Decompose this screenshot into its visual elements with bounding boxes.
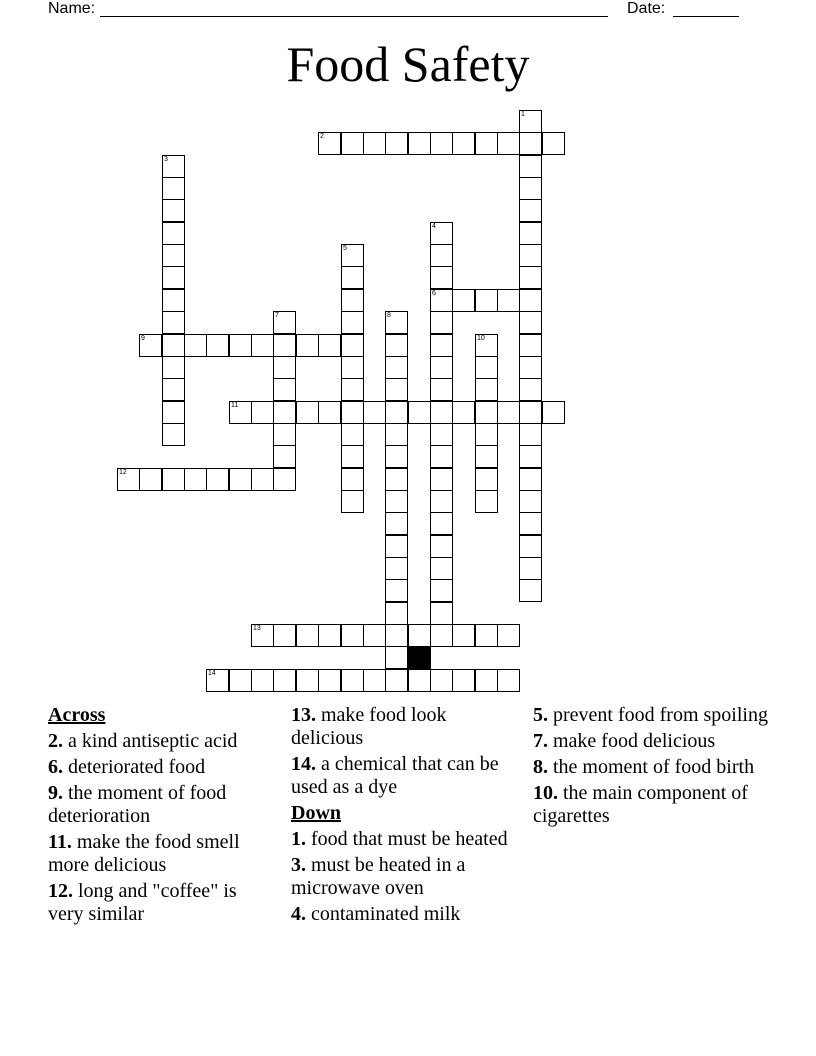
clue-item	[533, 782, 793, 828]
grid-cell[interactable]	[475, 378, 498, 401]
clue-number-label: 11	[231, 402, 239, 409]
down-heading: Down	[291, 802, 342, 824]
grid-cell[interactable]	[408, 669, 431, 692]
grid-cell[interactable]	[385, 334, 408, 357]
grid-cell[interactable]	[430, 535, 453, 558]
grid-cell[interactable]	[519, 334, 542, 357]
grid-cell[interactable]	[162, 244, 185, 267]
clue-item	[533, 730, 793, 753]
grid-cell[interactable]	[162, 334, 185, 357]
grid-cell[interactable]	[519, 512, 542, 535]
grid-cell[interactable]	[318, 669, 341, 692]
grid-cell[interactable]	[341, 334, 364, 357]
grid-cell[interactable]	[385, 423, 408, 446]
grid-cell[interactable]	[430, 468, 453, 491]
clue-text: must be heated in a microwave oven	[291, 854, 466, 899]
grid-cell[interactable]	[430, 334, 453, 357]
date-label: Date:	[627, 0, 666, 17]
grid-cell[interactable]	[430, 378, 453, 401]
grid-cell[interactable]	[385, 378, 408, 401]
clue-text: the moment of food deterioration	[48, 782, 227, 827]
grid-cell[interactable]	[430, 490, 453, 513]
grid-cell[interactable]	[206, 334, 229, 357]
grid-cell[interactable]	[452, 289, 475, 312]
grid-cell[interactable]	[341, 401, 364, 424]
page-title: Food Safety	[286, 36, 530, 92]
grid-cell[interactable]	[229, 334, 252, 357]
grid-cell[interactable]	[162, 177, 185, 200]
grid-cell[interactable]	[341, 311, 364, 334]
grid-cell[interactable]	[519, 311, 542, 334]
grid-cell[interactable]	[229, 468, 252, 491]
grid-cell[interactable]	[452, 669, 475, 692]
clue-number-label: 10	[477, 335, 485, 342]
clue-text: the moment of food birth	[548, 756, 755, 778]
grid-cell[interactable]	[542, 132, 565, 155]
grid-cell[interactable]	[296, 624, 319, 647]
grid-cell[interactable]	[273, 356, 296, 379]
grid-cell[interactable]	[519, 289, 542, 312]
clue-item	[48, 782, 273, 828]
clue-item	[48, 880, 273, 926]
clue-number-label: 2	[320, 133, 324, 140]
grid-cell[interactable]	[519, 177, 542, 200]
grid-cell[interactable]	[341, 423, 364, 446]
grid-cell[interactable]	[296, 334, 319, 357]
grid-cell[interactable]	[519, 535, 542, 558]
grid-cell[interactable]	[385, 512, 408, 535]
grid-cell[interactable]	[430, 132, 453, 155]
grid-cell[interactable]	[363, 132, 386, 155]
grid-cell[interactable]	[519, 401, 542, 424]
clue-number-label: 5	[343, 245, 347, 252]
grid-cell[interactable]	[519, 468, 542, 491]
clue-text: a kind antiseptic acid	[63, 730, 238, 752]
clue-number: 14.	[291, 753, 316, 775]
grid-cell[interactable]	[162, 378, 185, 401]
clue-text: the main component of cigarettes	[533, 782, 748, 827]
grid-cell[interactable]	[519, 423, 542, 446]
grid-cell[interactable]	[475, 423, 498, 446]
clue-text: food that must be heated	[306, 828, 508, 850]
grid-cell[interactable]	[430, 579, 453, 602]
grid-cell[interactable]	[542, 401, 565, 424]
clue-number-label: 6	[432, 290, 436, 297]
grid-cell[interactable]	[430, 356, 453, 379]
clue-text: make food look delicious	[291, 704, 447, 749]
grid-cell[interactable]	[385, 535, 408, 558]
clue-number: 12.	[48, 880, 73, 902]
grid-cell[interactable]	[273, 669, 296, 692]
grid-cell[interactable]	[273, 423, 296, 446]
clue-number: 6.	[48, 756, 63, 778]
grid-cell[interactable]	[341, 266, 364, 289]
grid-cell[interactable]	[229, 401, 252, 424]
clue-text: contaminated milk	[306, 903, 461, 925]
grid-cell[interactable]	[475, 445, 498, 468]
clue-number-label: 7	[275, 312, 279, 319]
clue-item	[48, 831, 273, 877]
grid-cell[interactable]	[385, 646, 408, 669]
grid-cell[interactable]	[385, 401, 408, 424]
grid-cell[interactable]	[341, 490, 364, 513]
clue-number: 13.	[291, 704, 316, 726]
grid-cell[interactable]	[430, 311, 453, 334]
clue-item	[291, 704, 516, 750]
grid-cell[interactable]	[519, 490, 542, 513]
clue-number: 4.	[291, 903, 306, 925]
clue-item	[291, 828, 516, 851]
grid-cell[interactable]	[519, 155, 542, 178]
grid-cell[interactable]	[162, 401, 185, 424]
grid-cell[interactable]	[385, 490, 408, 513]
grid-cell[interactable]	[385, 445, 408, 468]
grid-cell[interactable]	[341, 378, 364, 401]
grid-cell[interactable]	[408, 401, 431, 424]
grid-cell[interactable]	[162, 423, 185, 446]
grid-cell[interactable]	[385, 624, 408, 647]
grid-cell[interactable]	[273, 311, 296, 334]
grid-cell[interactable]	[385, 557, 408, 580]
grid-cell[interactable]	[385, 669, 408, 692]
grid-cell[interactable]	[318, 334, 341, 357]
grid-cell[interactable]	[139, 334, 162, 357]
grid-cell[interactable]	[475, 289, 498, 312]
grid-cell[interactable]	[341, 445, 364, 468]
grid-cell[interactable]	[318, 401, 341, 424]
grid-cell[interactable]	[475, 669, 498, 692]
clue-number: 10.	[533, 782, 558, 804]
grid-cell[interactable]	[475, 132, 498, 155]
grid-cell[interactable]	[162, 199, 185, 222]
clue-number-label: 14	[208, 670, 216, 677]
clue-number-label: 8	[387, 312, 391, 319]
grid-cell[interactable]	[273, 468, 296, 491]
grid-cell[interactable]	[273, 624, 296, 647]
grid-cell[interactable]	[341, 356, 364, 379]
grid-cell[interactable]	[296, 669, 319, 692]
grid-cell[interactable]	[475, 468, 498, 491]
clue-item	[533, 704, 793, 727]
grid-cell[interactable]	[430, 557, 453, 580]
clue-text: prevent food from spoiling	[548, 704, 768, 726]
clue-column-2	[291, 704, 516, 929]
clue-number-label: 1	[521, 111, 525, 118]
grid-cell[interactable]	[117, 468, 140, 491]
grid-cell[interactable]	[385, 311, 408, 334]
clue-number: 7.	[533, 730, 548, 752]
clue-number: 5.	[533, 704, 548, 726]
clue-column-3	[533, 704, 793, 831]
grid-cell[interactable]	[519, 110, 542, 133]
grid-cell[interactable]	[251, 334, 274, 357]
grid-cell[interactable]	[184, 468, 207, 491]
grid-cell[interactable]	[385, 132, 408, 155]
grid-cell[interactable]	[296, 401, 319, 424]
grid-cell[interactable]	[430, 669, 453, 692]
grid-cell[interactable]	[430, 445, 453, 468]
clue-item	[533, 756, 793, 779]
grid-cell[interactable]	[430, 266, 453, 289]
grid-cell[interactable]	[385, 579, 408, 602]
grid-cell[interactable]	[452, 401, 475, 424]
grid-cell[interactable]	[408, 132, 431, 155]
grid-cell[interactable]	[497, 132, 520, 155]
grid-cell[interactable]	[497, 669, 520, 692]
grid-cell[interactable]	[475, 334, 498, 357]
grid-cell[interactable]	[519, 378, 542, 401]
grid-cell[interactable]	[251, 401, 274, 424]
grid-cell[interactable]	[363, 669, 386, 692]
grid-cell[interactable]	[430, 423, 453, 446]
clue-item	[48, 756, 273, 779]
grid-cell[interactable]	[519, 222, 542, 245]
grid-cell[interactable]	[341, 289, 364, 312]
grid-cell[interactable]	[430, 222, 453, 245]
grid-cell[interactable]	[475, 624, 498, 647]
clue-column-1	[48, 704, 273, 929]
clue-text: make the food smell more delicious	[48, 831, 240, 876]
grid-cell[interactable]	[341, 468, 364, 491]
grid-cell[interactable]	[385, 356, 408, 379]
grid-cell[interactable]	[206, 669, 229, 692]
grid-cell[interactable]	[519, 445, 542, 468]
grid-cell[interactable]	[341, 624, 364, 647]
clue-number-label: 13	[253, 625, 261, 632]
grid-cell[interactable]	[430, 512, 453, 535]
grid-cell[interactable]	[519, 244, 542, 267]
clue-number: 11.	[48, 831, 72, 853]
clue-number-label: 4	[432, 223, 436, 230]
grid-cell[interactable]	[497, 401, 520, 424]
clue-number-label: 3	[164, 156, 168, 163]
grid-cell[interactable]	[430, 289, 453, 312]
grid-cell[interactable]	[273, 334, 296, 357]
grid-cell[interactable]	[162, 266, 185, 289]
clue-item	[291, 903, 516, 926]
grid-cell[interactable]	[519, 132, 542, 155]
grid-cell[interactable]	[318, 132, 341, 155]
grid-cell[interactable]	[162, 289, 185, 312]
clue-number: 3.	[291, 854, 306, 876]
grid-cell[interactable]	[341, 669, 364, 692]
grid-cell[interactable]	[430, 624, 453, 647]
grid-cell[interactable]	[519, 557, 542, 580]
clue-number-label: 9	[141, 335, 145, 342]
clue-number: 1.	[291, 828, 306, 850]
grid-cell[interactable]	[452, 624, 475, 647]
grid-cell[interactable]	[519, 199, 542, 222]
grid-cell[interactable]	[430, 401, 453, 424]
grid-cell[interactable]	[475, 490, 498, 513]
grid-cell[interactable]	[206, 468, 229, 491]
grid-cell[interactable]	[475, 401, 498, 424]
grid-cell[interactable]	[251, 624, 274, 647]
clue-number: 8.	[533, 756, 548, 778]
grid-cell[interactable]	[251, 468, 274, 491]
grid-cell[interactable]	[162, 468, 185, 491]
grid-cell[interactable]	[162, 356, 185, 379]
grid-cell[interactable]	[229, 669, 252, 692]
grid-cell[interactable]	[408, 624, 431, 647]
clue-text: deteriorated food	[63, 756, 206, 778]
grid-cell[interactable]	[363, 401, 386, 424]
grid-cell[interactable]	[452, 132, 475, 155]
grid-cell[interactable]	[519, 579, 542, 602]
grid-cell[interactable]	[430, 602, 453, 625]
clue-text: a chemical that can be used as a dye	[291, 753, 499, 798]
grid-cell[interactable]	[497, 624, 520, 647]
grid-cell[interactable]	[519, 356, 542, 379]
black-cell	[408, 646, 431, 669]
clue-item	[291, 854, 516, 900]
grid-cell[interactable]	[273, 378, 296, 401]
clue-text: long and "coffee" is very similar	[48, 880, 237, 925]
clue-item	[291, 753, 516, 799]
grid-cell[interactable]	[162, 311, 185, 334]
clue-item	[48, 730, 273, 753]
clue-number: 2.	[48, 730, 63, 752]
clue-number: 9.	[48, 782, 63, 804]
grid-cell[interactable]	[184, 334, 207, 357]
clue-number-label: 12	[119, 469, 127, 476]
grid-cell[interactable]	[475, 356, 498, 379]
grid-cell[interactable]	[273, 401, 296, 424]
clue-text: make food delicious	[548, 730, 716, 752]
grid-cell[interactable]	[519, 266, 542, 289]
grid-cell[interactable]	[139, 468, 162, 491]
grid-cell[interactable]	[385, 468, 408, 491]
grid-cell[interactable]	[385, 602, 408, 625]
grid-cell[interactable]	[318, 624, 341, 647]
grid-cell[interactable]	[497, 289, 520, 312]
grid-cell[interactable]	[273, 445, 296, 468]
grid-cell[interactable]	[430, 244, 453, 267]
name-label: Name:	[48, 0, 96, 17]
grid-cell[interactable]	[162, 222, 185, 245]
grid-cell[interactable]	[251, 669, 274, 692]
grid-cell[interactable]	[341, 132, 364, 155]
grid-cell[interactable]	[341, 244, 364, 267]
grid-cell[interactable]	[363, 624, 386, 647]
grid-cell[interactable]	[162, 155, 185, 178]
across-heading: Across	[48, 704, 106, 726]
